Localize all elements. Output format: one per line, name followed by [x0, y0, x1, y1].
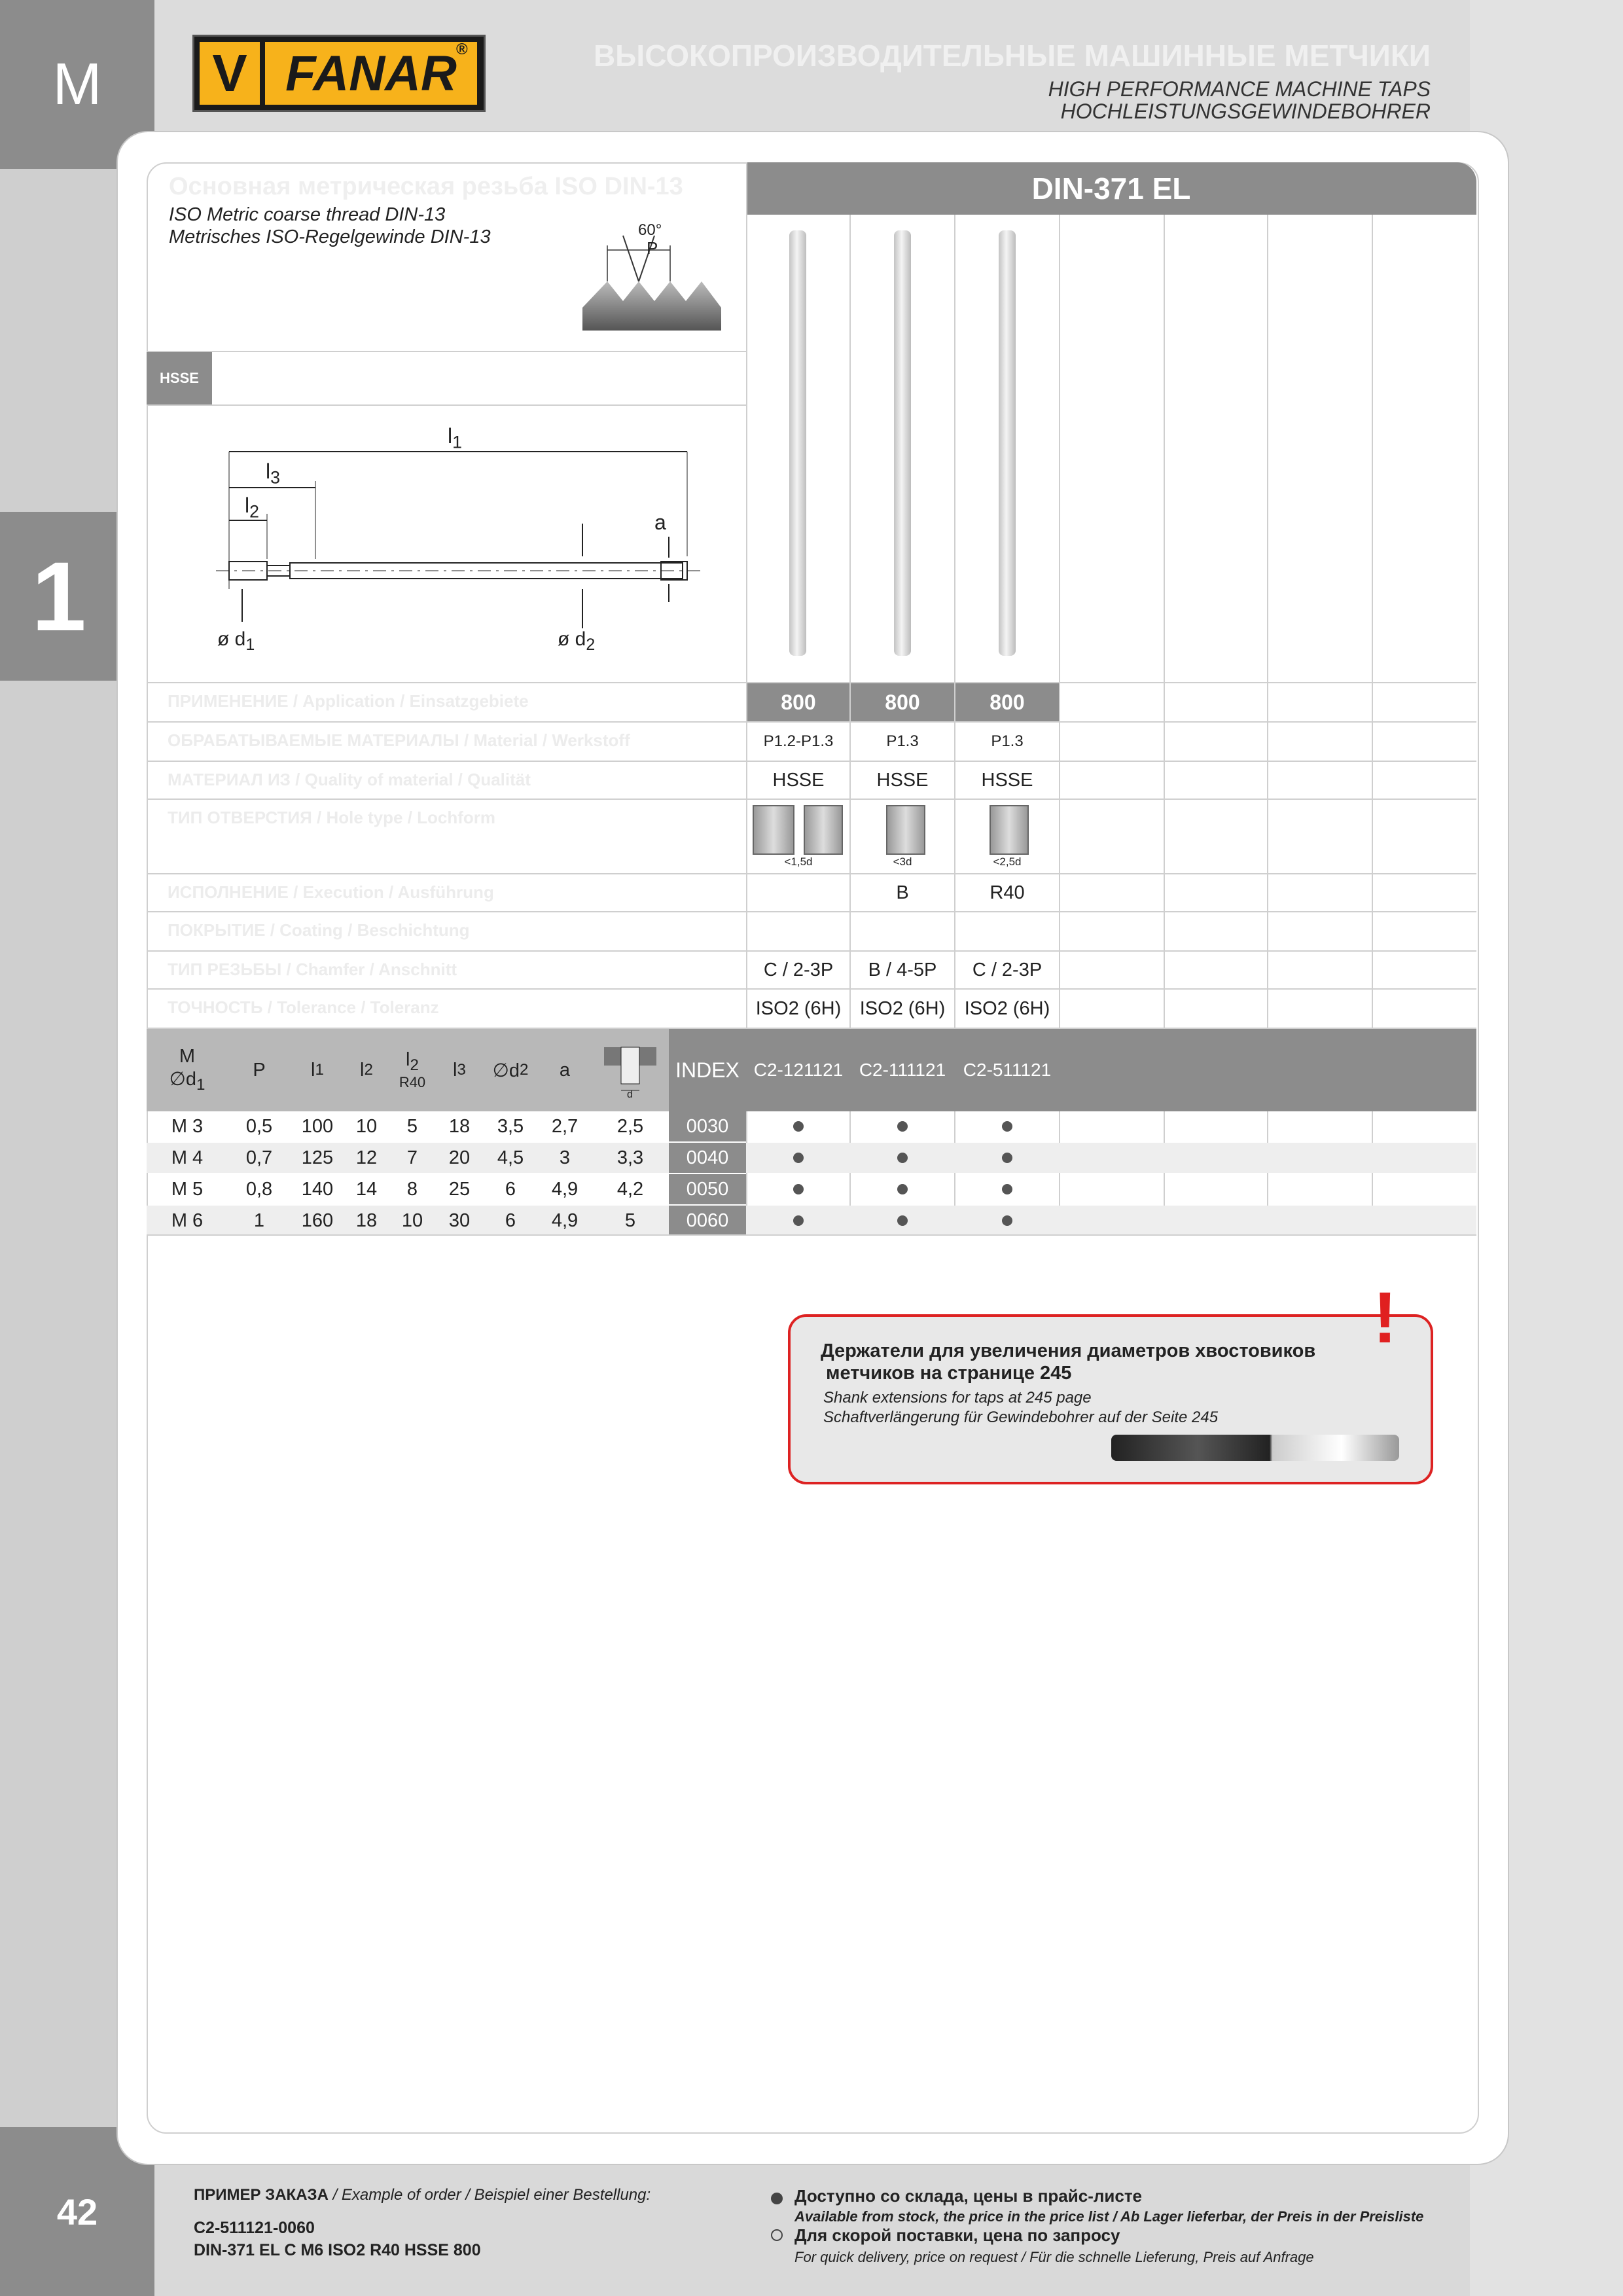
- order-label-rest: / Example of order / Beispiel einer Bestellung:: [328, 2186, 651, 2204]
- material-group: P1.3: [886, 732, 919, 750]
- dim-l2-letter: l: [245, 493, 250, 517]
- dim-l1: [448, 424, 462, 452]
- stock-dot-icon: [897, 1184, 908, 1194]
- coating-value: [955, 912, 1059, 950]
- stock-dot-icon: [897, 1121, 908, 1132]
- material-group: P1.3: [991, 732, 1024, 750]
- th-p: P: [253, 1059, 266, 1081]
- th-l1: [291, 1029, 344, 1111]
- cell-p: 1: [253, 1210, 265, 1231]
- cell-l2: 12: [355, 1147, 378, 1168]
- th-d2-sub: 2: [519, 1061, 529, 1079]
- availability: [955, 1111, 1059, 1141]
- hole-depth: <3d: [893, 855, 912, 868]
- speed-value: 800: [955, 683, 1059, 721]
- hole-depth: <1,5d: [784, 855, 813, 868]
- availability: [955, 1206, 1059, 1236]
- th-l3: [436, 1029, 483, 1111]
- availability: [955, 1143, 1059, 1173]
- stock-legend-en: Available from stock, the price in the price list / Ab Lager lieferbar, der Preis in der Preisliste: [794, 2208, 1424, 2225]
- cell-drill: 3,3: [616, 1147, 644, 1168]
- coating-value: [747, 912, 849, 950]
- dim-l1-letter: l: [448, 424, 453, 448]
- quick-legend-ru: Для скорой поставки, цена по запросу: [794, 2225, 1120, 2245]
- cell-index: 0030: [669, 1111, 746, 1141]
- dim-l2-sub: 2: [249, 501, 259, 522]
- table-row: [147, 1206, 1476, 1236]
- dim-d1-letter: ø d: [217, 628, 246, 650]
- cell-m: M 5: [171, 1178, 204, 1200]
- prop-label-quality: МАТЕРИАЛ ИЗ / Quality of material / Qualität: [168, 770, 531, 789]
- speed-value: 800: [747, 683, 849, 721]
- th-index: INDEX: [669, 1029, 746, 1111]
- header-title-en: HIGH PERFORMANCE MACHINE TAPS: [1048, 77, 1431, 101]
- table-row: [147, 1111, 1476, 1141]
- cell-l2r: 7: [406, 1147, 418, 1168]
- prop-label-material: ОБРАБАТЫВАЕМЫЕ МАТЕРИАЛЫ / Material / Werkstoff: [168, 730, 630, 750]
- execution-value: R40: [990, 882, 1025, 903]
- chamfer-value: C / 2-3P: [972, 959, 1043, 980]
- cell-l2: 18: [355, 1210, 378, 1231]
- blind-hole-icon: [990, 805, 1029, 855]
- availability: [955, 1174, 1059, 1204]
- row-line: [147, 798, 1476, 800]
- through-hole-icon: [753, 805, 794, 855]
- cell-index: 0050: [669, 1174, 746, 1204]
- tap-image-3: [999, 230, 1016, 656]
- cell-d2: 6: [505, 1210, 516, 1231]
- thread-line-en: ISO Metric coarse thread DIN-13: [169, 204, 446, 225]
- stock-dot-icon: [1002, 1121, 1012, 1132]
- cell-m: M 6: [171, 1210, 204, 1231]
- availability: [851, 1174, 954, 1204]
- blind-hole-icon: [804, 805, 843, 855]
- order-description: DIN-371 EL C M6 ISO2 R40 HSSE 800: [194, 2241, 481, 2259]
- thread-angle: 60°: [638, 221, 662, 239]
- notice-line-en: Shank extensions for taps at 245 page: [823, 1389, 1092, 1407]
- stock-dot-icon: [897, 1215, 908, 1226]
- quality-value: HSSE: [876, 769, 929, 791]
- th-d1: [169, 1067, 205, 1094]
- stock-dot-icon: [793, 1215, 804, 1226]
- prop-label-chamfer: ТИП РЕЗЬБЫ / Chamfer / Anschnitt: [168, 960, 457, 979]
- cell-index: 0060: [669, 1206, 746, 1236]
- cell-l2: 14: [355, 1178, 378, 1200]
- chamfer-value: C / 2-3P: [763, 959, 834, 980]
- brand-logo: [192, 35, 486, 112]
- cell-a: 2,7: [551, 1115, 579, 1137]
- dim-l2: [245, 493, 259, 522]
- cell-a: 3: [559, 1147, 571, 1168]
- cell-l2: 10: [355, 1115, 378, 1137]
- availability: [747, 1111, 849, 1141]
- page-number: 42: [0, 2127, 154, 2296]
- tolerance-value: ISO2 (6H): [755, 997, 842, 1019]
- th-l2r-note: R40: [399, 1074, 426, 1091]
- dim-a: a: [654, 511, 666, 534]
- dim-d2-letter: ø d: [558, 628, 586, 650]
- dim-l1-sub: 1: [452, 432, 462, 452]
- th-d1-label: ∅d: [169, 1069, 196, 1090]
- availability: [747, 1174, 849, 1204]
- notice-title-2: метчиков на странице 245: [826, 1363, 1072, 1384]
- logo-v-icon: V: [200, 42, 260, 105]
- stock-legend-ru: Доступно со склада, цены в прайс-листе: [794, 2186, 1143, 2206]
- th-l2-sub: 2: [364, 1061, 373, 1079]
- cell-l2r: 5: [406, 1115, 418, 1137]
- th-d1-sub: 1: [196, 1075, 205, 1094]
- th-d-label: d: [627, 1089, 633, 1100]
- hole-depth: <2,5d: [993, 855, 1022, 868]
- cell-d2: 6: [505, 1178, 516, 1200]
- order-circle-icon: [771, 2229, 783, 2241]
- thread-line-de: Metrisches ISO-Regelgewinde DIN-13: [169, 226, 491, 247]
- order-example-label: [194, 2186, 651, 2204]
- stock-dot-icon: [1002, 1215, 1012, 1226]
- header-title-de: HOCHLEISTUNGSGEWINDEBOHRER: [1060, 99, 1431, 123]
- dim-d2-sub: 2: [586, 636, 596, 654]
- availability: [851, 1111, 954, 1141]
- cell-drill: 2,5: [616, 1115, 644, 1137]
- cell-l2r: 8: [406, 1178, 418, 1200]
- th-code: C2-111121: [851, 1029, 954, 1111]
- cell-p: 0,5: [245, 1115, 273, 1137]
- notice-box: [788, 1314, 1433, 1484]
- cell-m: M 4: [171, 1147, 204, 1168]
- tap-image-1: [789, 230, 806, 656]
- prop-label-tolerance: ТОЧНОСТЬ / Tolerance / Toleranz: [168, 997, 439, 1017]
- chamfer-value: B / 4-5P: [868, 959, 937, 980]
- speed-value: 800: [851, 683, 954, 721]
- th-code: C2-511121: [955, 1029, 1059, 1111]
- cell-m: M 3: [171, 1115, 204, 1137]
- tolerance-value: ISO2 (6H): [859, 997, 946, 1019]
- blind-hole-icon: [886, 805, 925, 855]
- prop-label-hole-type: ТИП ОТВЕРСТИЯ / Hole type / Lochform: [168, 808, 496, 827]
- th-d2: [483, 1029, 538, 1111]
- dim-l3-letter: l: [266, 459, 271, 483]
- shank-extension-image: [1111, 1435, 1399, 1461]
- th-l1-label: l: [311, 1059, 315, 1081]
- attention-icon: !: [1373, 1278, 1397, 1358]
- quick-legend-en: For quick delivery, price on request / Für die schnelle Lieferung, Preis auf Anfrage: [794, 2249, 1314, 2265]
- notice-line-de: Schaftverlängerung für Gewindebohrer auf der Seite 245: [823, 1408, 1219, 1426]
- thread-pitch: P: [647, 238, 658, 258]
- availability: [747, 1143, 849, 1173]
- material-badge: HSSE: [147, 352, 212, 404]
- material-group: P1.2-P1.3: [763, 732, 834, 750]
- dim-d2: [558, 628, 595, 655]
- th-code: C2-121121: [747, 1029, 849, 1111]
- dim-d1-sub: 1: [245, 636, 255, 654]
- execution-value: B: [896, 882, 909, 903]
- th-l3-label: l: [453, 1059, 457, 1081]
- cell-p: 0,7: [245, 1147, 273, 1168]
- cell-d2: 4,5: [497, 1147, 524, 1168]
- table-row: [147, 1143, 1476, 1173]
- standard-title: DIN-371 EL: [746, 162, 1476, 215]
- prop-label-execution: ИСПОЛНЕНИЕ / Execution / Ausführung: [168, 882, 494, 902]
- cell-p: 0,8: [245, 1178, 273, 1200]
- execution-value: [747, 874, 849, 911]
- stock-dot-icon: [1002, 1153, 1012, 1163]
- order-code: C2-511121-0060: [194, 2219, 315, 2237]
- stock-dot-icon: [793, 1121, 804, 1132]
- th-l2r-sub: 2: [410, 1056, 419, 1074]
- cell-l3: 25: [448, 1178, 471, 1200]
- th-d2-label: ∅d: [492, 1060, 520, 1081]
- divider: [147, 404, 746, 406]
- stock-dot-icon: [793, 1184, 804, 1194]
- th-m-label: M: [179, 1046, 196, 1067]
- dim-l3: [266, 459, 280, 488]
- prop-label-coating: ПОКРЫТИЕ / Coating / Beschichtung: [168, 920, 470, 940]
- table-body: [147, 1111, 1476, 1234]
- th-l1-sub: 1: [315, 1061, 324, 1079]
- th-l2-r40: [389, 1029, 436, 1111]
- cell-l1: 160: [301, 1210, 334, 1231]
- quality-value: HSSE: [981, 769, 1033, 791]
- th-tap-drill: [592, 1029, 669, 1111]
- section-tab-number: 1: [0, 512, 118, 681]
- cell-l1: 100: [301, 1115, 334, 1137]
- stock-dot-icon: [793, 1153, 804, 1163]
- cell-drill: 4,2: [616, 1178, 644, 1200]
- cell-a: 4,9: [551, 1210, 579, 1231]
- cell-drill: 5: [624, 1210, 636, 1231]
- th-l2r: [406, 1049, 419, 1075]
- cell-index: 0040: [669, 1143, 746, 1173]
- cell-l1: 125: [301, 1147, 334, 1168]
- availability: [851, 1206, 954, 1236]
- th-m: [147, 1029, 228, 1111]
- quality-value: HSSE: [772, 769, 825, 791]
- stock-dot-icon: [1002, 1184, 1012, 1194]
- availability: [747, 1206, 849, 1236]
- cell-l3: 30: [448, 1210, 471, 1231]
- coating-value: [851, 912, 954, 950]
- table-bottom: [147, 1234, 1476, 1236]
- th-l3-sub: 3: [457, 1061, 466, 1079]
- header-title-ru: ВЫСОКОПРОИЗВОДИТЕЛЬНЫЕ МАШИННЫЕ МЕТЧИКИ: [593, 39, 1431, 73]
- tolerance-value: ISO2 (6H): [964, 997, 1050, 1019]
- cell-l1: 140: [301, 1178, 334, 1200]
- dim-d1: [217, 628, 255, 655]
- th-l2-label: l: [360, 1059, 365, 1081]
- stock-dot-icon: [897, 1153, 908, 1163]
- th-l2: [344, 1029, 389, 1111]
- th-l2r-label: l: [406, 1049, 410, 1070]
- logo-text: FANAR: [265, 42, 477, 105]
- stock-dot-icon: [771, 2193, 783, 2204]
- cell-l3: 18: [448, 1115, 471, 1137]
- thread-title-ru: Основная метрическая резьба ISO DIN-13: [169, 173, 683, 200]
- th-a: a: [559, 1059, 571, 1081]
- availability: [851, 1143, 954, 1173]
- tap-dimension-drawing: [203, 419, 713, 668]
- prop-label-application: ПРИМЕНЕНИЕ / Application / Einsatzgebiete: [168, 691, 529, 711]
- cell-d2: 3,5: [497, 1115, 524, 1137]
- order-label-ru: ПРИМЕР ЗАКАЗА: [194, 2186, 329, 2204]
- sidebar: [0, 0, 118, 2296]
- cell-l3: 20: [448, 1147, 471, 1168]
- table-row: [147, 1174, 1476, 1204]
- divider: [147, 351, 746, 352]
- notice-title: Держатели для увеличения диаметров хвостовиков: [821, 1340, 1316, 1361]
- tap-image-2: [894, 230, 911, 656]
- dim-l3-sub: 3: [270, 467, 280, 488]
- section-letter: M: [0, 0, 154, 169]
- cell-a: 4,9: [551, 1178, 579, 1200]
- cell-l2r: 10: [401, 1210, 423, 1231]
- logo-registered: ®: [456, 41, 468, 58]
